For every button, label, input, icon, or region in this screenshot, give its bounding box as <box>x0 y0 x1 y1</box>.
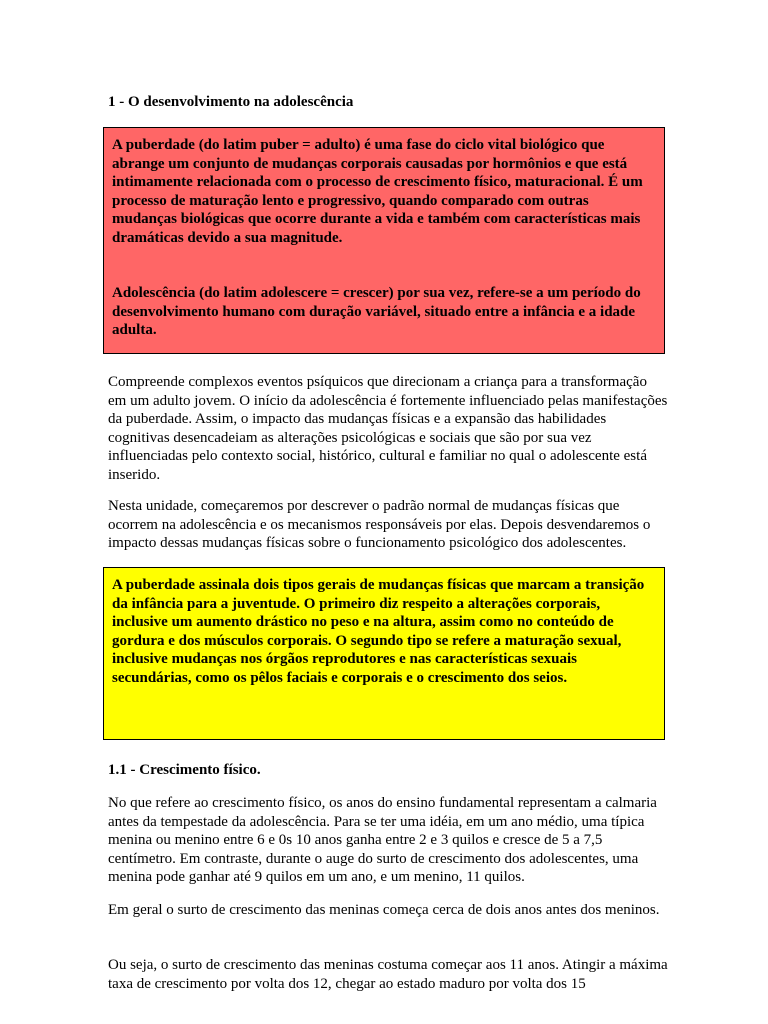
body-paragraph: Ou seja, o surto de crescimento das meninas costuma começar aos 11 anos. Atingir a máxima taxa de crescimento por volta dos 12, chegar ao estado maduro por volta dos 15 <box>108 957 668 992</box>
puberty-definition-text: A puberdade (do latim puber = adulto) é uma fase do ciclo vital biológico que abrange um conjunto de mudanças corporais causadas por hormônios e que está intimamente relacionada com o processo de crescimento físico, maturacional. É um processo de maturação lento e progressivo, quando comparado com outras mudanças biológicas que ocorre durante a vida e também com características mais dramáticas devido a sua magnitude. <box>112 137 643 246</box>
body-paragraph: Nesta unidade, começaremos por descrever o padrão normal de mudanças físicas que ocorrem na adolescência e os mecanismos responsáveis por elas. Depois desvendaremos o impacto dessas mudanças físicas sobre o funcionamento psicológico dos adolescentes. <box>108 498 651 551</box>
puberty-changes-text: A puberdade assinala dois tipos gerais de mudanças físicas que marcam a transição da infância para a juventude. O primeiro diz respeito a alterações corporais, inclusive um aumento drástico no peso e na altura, assim como no conteúdo de gordura e dos músculos corporais. O segundo tipo se refere a maturação sexual, inclusive mudanças nos órgãos reprodutores e nas características sexuais secundárias, como os pêlos faciais e corporais e o crescimento dos seios. <box>112 577 645 686</box>
body-paragraph: Em geral o surto de crescimento das meninas começa cerca de dois anos antes dos meninos. <box>108 902 660 918</box>
adolescence-definition-text: Adolescência (do latim adolescere = crescer) por sua vez, refere-se a um período do desenvolvimento humano com duração variável, situado entre a infância e a idade adulta. <box>112 285 641 338</box>
body-paragraph: Compreende complexos eventos psíquicos que direcionam a criança para a transformação em um adulto jovem. O início da adolescência é fortemente influenciado pelas manifestações da puberdade. Assim, o impacto das mudanças físicas e a expansão das habilidades cognitivas desencadeiam as alterações psicológicas e sociais que são por sua vez influenciadas pelo contexto social, histórico, cultural e familiar no qual o adolescente está inserido. <box>108 374 668 483</box>
body-paragraph: No que refere ao crescimento físico, os anos do ensino fundamental representam a calmaria antes da tempestade da adolescência. Para se ter uma idéia, em um ano médio, uma típica menina ou menino entre 6 e 0s 10 anos ganha entre 2 e 3 quilos e cresce de 5 a 7,5 centímetro. Em contraste, durante o auge do surto de crescimento dos adolescentes, uma menina pode ganhar até 9 quilos em um ano, e um menino, 11 quilos. <box>108 795 657 885</box>
puberty-definition-box <box>103 127 665 354</box>
section-heading: 1 - O desenvolvimento na adolescência <box>108 94 354 110</box>
puberty-changes-box <box>103 567 665 740</box>
subsection-heading: 1.1 - Crescimento físico. <box>108 762 261 778</box>
